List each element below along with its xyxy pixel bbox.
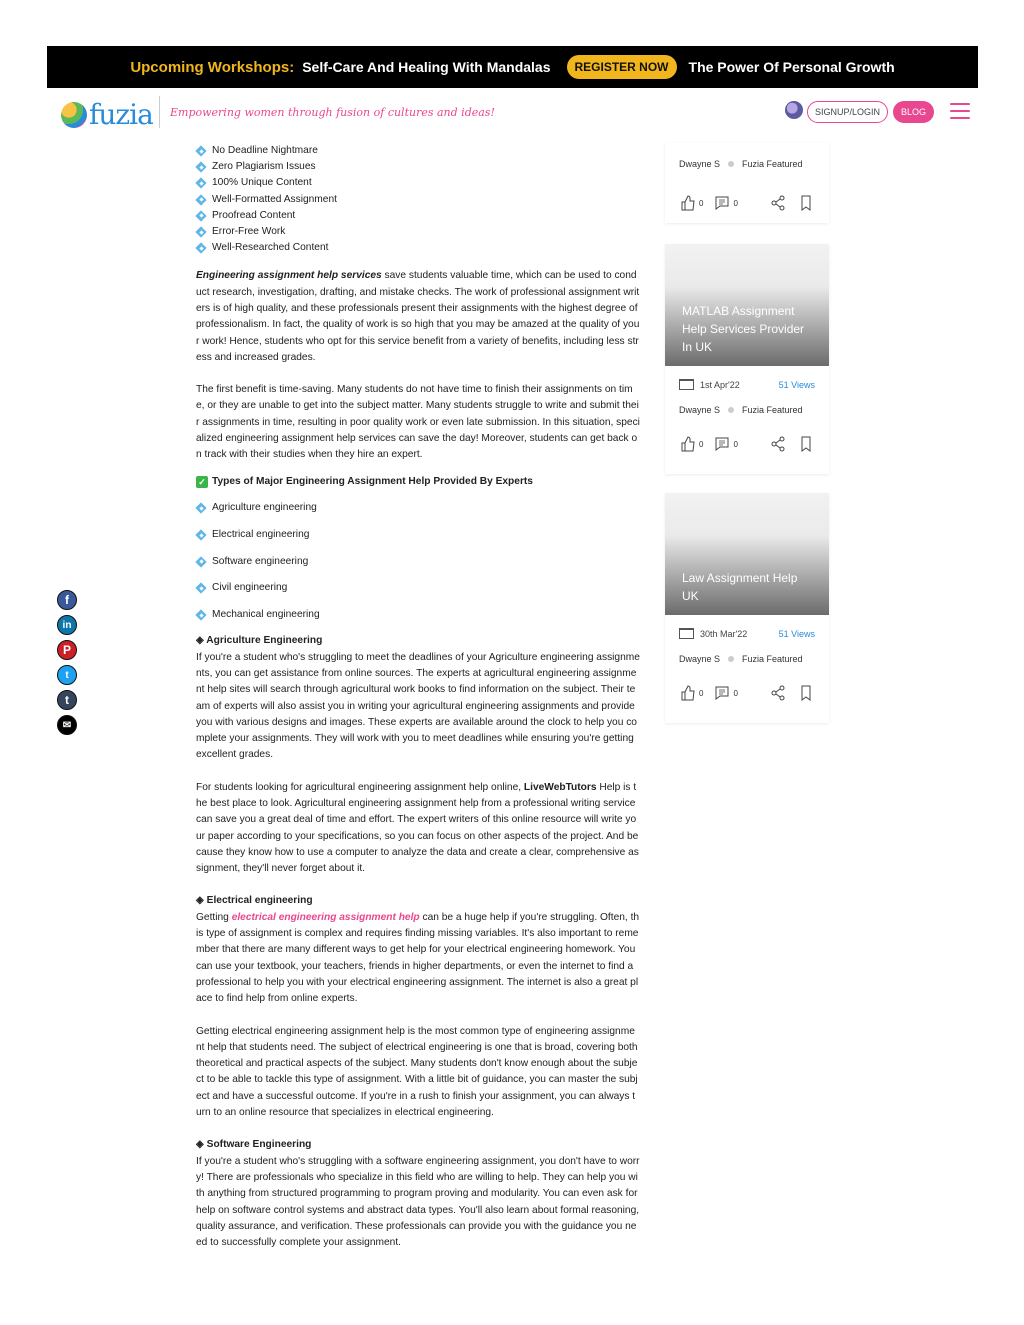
like-icon[interactable]	[679, 435, 697, 453]
diamond-icon	[196, 162, 206, 172]
paragraph: Engineering assignment help services save students valuable time, which can be used to conduct research, investigation, drafting, and mistake checks. The work of professional assignment writers is of high quality, and these professionals present their assignments with the highest degree of professionalism. In fact, the quality of work is so high that you may be amazed at the quality of your work! Hence, students who opt for this service benefit from a variety of benefits, including less stress and increased grades.	[196, 270, 640, 363]
diamond-icon	[196, 243, 206, 253]
card-views: 51 Views	[778, 628, 815, 639]
comment-count: 0	[733, 688, 738, 698]
like-count: 0	[699, 198, 704, 208]
diamond-icon	[196, 195, 206, 205]
bookmark-icon[interactable]	[797, 684, 815, 702]
twitter-icon[interactable]: t	[57, 665, 77, 685]
paragraph: If you're a student who's struggling with a software engineering assignment, you don't have to worry! There are professionals who specialize in this field who are willing to help. They can help you with anything from structured programming to program proving and modularity. You can even ask for help on software control systems and abstract data types. You'll also learn about formal reasoning, quality assurance, and verification. These professionals can provide you with the guidance you need to successfully complete your assignment.	[196, 1155, 640, 1249]
section-heading: ◈ Electrical engineering	[196, 895, 313, 907]
diamond-icon	[196, 557, 206, 567]
comment-icon[interactable]	[713, 435, 731, 453]
paragraph: Getting electrical engineering assignment help can be a huge help if you're struggling. Often, this type of assignment is complex and requires finding missing variables. It's also important to remember that there are many different ways to get help for your electrical engineering homework. You can use your textbook, your teachers, friends in higher departments, or even the internet to find a professional to help you with your electrical engineering assignment. The internet is also a great place to find help from online experts.	[196, 911, 640, 1005]
paragraph: Getting electrical engineering assignment help is the most common type of engineering assignment help that students need. The subject of electrical engineering is one that is broad, covering both theoretical and practical aspects of the subject. Many students don't know enough about the subject to be able to tackle this type of assignment. With a little bit of guidance, you can master the subject and have a successful outcome. If you're in a rush to finish your assignment, you can always turn to an online resource that specializes in electrical engineering.	[196, 1025, 638, 1119]
tagline: Empowering women through fusion of cultures and ideas!	[170, 106, 495, 119]
share-icon[interactable]	[769, 684, 787, 702]
share-icon[interactable]	[769, 194, 787, 212]
blog-button[interactable]: BLOG	[893, 101, 934, 123]
card-meta	[665, 628, 829, 639]
tumblr-icon[interactable]: t	[57, 690, 77, 710]
card-category[interactable]: Fuzia Featured	[742, 654, 803, 664]
list-item: Well-Researched Content	[196, 240, 640, 256]
paragraph: For students looking for agricultural engineering assignment help online, LiveWebTutors Help is the best place to look. Agricultural engineering assignment help from a professional writing service can save you a great deal of time and effort. The expert writers of this online resource will write your paper according to your specifications, so you can focus on other aspects of the project. And because they know how to use a computer to analyze the data and create a clear, comprehensive assignment, they'll never forget about it.	[196, 781, 639, 875]
bookmark-icon[interactable]	[797, 194, 815, 212]
banner-workshop-1[interactable]: Self-Care And Healing With Mandalas	[302, 59, 551, 75]
sidebar-card[interactable]	[665, 493, 829, 723]
card-actions	[665, 684, 829, 702]
card-title[interactable]: Law Assignment Help UK	[682, 571, 798, 603]
card-author[interactable]: Dwayne S	[679, 654, 721, 664]
list-item: Mechanical engineering	[196, 607, 640, 623]
section-heading: ◈ Software Engineering	[196, 1139, 312, 1151]
calendar-icon	[679, 379, 694, 390]
list-item: Well-Formatted Assignment	[196, 192, 640, 208]
card-meta	[665, 379, 829, 390]
list-item: Electrical engineering	[196, 527, 640, 543]
separator-dot	[728, 656, 734, 662]
like-count: 0	[699, 439, 704, 449]
list-item: Civil engineering	[196, 580, 640, 596]
email-icon[interactable]: ✉	[57, 715, 77, 735]
comment-icon[interactable]	[713, 194, 731, 212]
card-category[interactable]: Fuzia Featured	[742, 159, 803, 169]
diamond-icon	[196, 583, 206, 593]
fuzia-logo[interactable]	[61, 98, 153, 131]
diamond-icon	[196, 178, 206, 188]
list-item: No Deadline Nightmare	[196, 143, 640, 159]
comment-icon[interactable]	[713, 684, 731, 702]
register-now-button[interactable]: REGISTER NOW	[567, 55, 677, 79]
diamond-icon	[196, 610, 206, 620]
diamond-icon	[196, 211, 206, 221]
facebook-icon[interactable]: f	[57, 590, 77, 610]
article-body	[196, 143, 640, 1251]
bold-lead: Engineering assignment help services	[196, 270, 382, 282]
site-header	[47, 88, 978, 140]
list-item: Agriculture engineering	[196, 500, 640, 516]
card-actions	[665, 435, 829, 453]
separator-dot	[728, 161, 734, 167]
list-item: Zero Plagiarism Issues	[196, 159, 640, 175]
card-date: 30th Mar'22	[700, 628, 748, 639]
card-image[interactable]	[665, 493, 829, 615]
comment-count: 0	[733, 198, 738, 208]
signup-login-button[interactable]: SIGNUP/LOGIN	[807, 101, 888, 123]
card-author[interactable]: Dwayne S	[679, 405, 721, 415]
social-share-bar	[57, 590, 79, 740]
card-author[interactable]: Dwayne S	[679, 159, 721, 169]
card-date: 1st Apr'22	[700, 379, 740, 390]
card-author-row	[665, 405, 829, 415]
list-item: Error-Free Work	[196, 224, 640, 240]
user-avatar-icon[interactable]	[785, 101, 803, 119]
diamond-icon	[196, 146, 206, 156]
paragraph: The first benefit is time-saving. Many students do not have time to finish their assignments on time, or they are unable to get into the subject matter. Many students struggle to write and submit their assignments in time, resulting in poor quality work or even late submission. In this situation, specialized engineering assignment help services can save the day! Moreover, students can get back on track with their studies when they hire an expert.	[196, 384, 640, 461]
card-image[interactable]	[665, 244, 829, 366]
like-icon[interactable]	[679, 194, 697, 212]
section-heading: ◈ Agriculture Engineering	[196, 635, 323, 647]
card-views: 51 Views	[778, 379, 815, 390]
banner-label: Upcoming Workshops:	[130, 58, 295, 76]
pinterest-icon[interactable]: P	[57, 640, 77, 660]
brand-link[interactable]: LiveWebTutors	[523, 781, 597, 793]
benefits-list	[196, 143, 640, 256]
types-heading: ✓ Types of Major Engineering Assignment Help Provided By Experts	[196, 474, 640, 490]
linkedin-icon[interactable]: in	[57, 615, 77, 635]
list-item: 100% Unique Content	[196, 175, 640, 191]
comment-count: 0	[733, 439, 738, 449]
sidebar-card[interactable]	[665, 143, 829, 223]
card-title[interactable]: MATLAB Assignment Help Services Provider In UK	[682, 304, 805, 354]
card-author-row	[665, 654, 829, 664]
paragraph: If you're a student who's struggling to meet the deadlines of your Agriculture engineering assignments, you can get assistance from online sources. The experts at agricultural engineering assignment help sites will search through agricultural work books to find information on the subject. Their team of experts will also assist you in writing your agricultural engineering assignments and provide you with various designs and images. These experts are available around the clock to help you complete your assignments. They will work with you to meet deadlines while ensuring you're getting excellent grades.	[196, 651, 640, 761]
banner-workshop-2[interactable]: The Power Of Personal Growth	[688, 59, 895, 75]
card-category[interactable]: Fuzia Featured	[742, 405, 803, 415]
bookmark-icon[interactable]	[797, 435, 815, 453]
sidebar-card[interactable]	[665, 244, 829, 474]
separator-dot	[728, 407, 734, 413]
card-author-row	[665, 159, 817, 169]
check-icon: ✓	[196, 476, 208, 488]
like-icon[interactable]	[679, 684, 697, 702]
logo-divider	[159, 96, 160, 128]
workshop-banner[interactable]	[47, 46, 978, 88]
list-item: Software engineering	[196, 554, 640, 570]
types-list	[196, 500, 640, 623]
electrical-help-link[interactable]: electrical engineering assignment help	[231, 911, 420, 923]
logo-text: fuzia	[89, 98, 153, 131]
logo-icon	[61, 102, 87, 128]
diamond-icon	[196, 503, 206, 513]
menu-icon[interactable]	[950, 103, 970, 119]
diamond-icon	[196, 227, 206, 237]
like-count: 0	[699, 688, 704, 698]
card-actions	[665, 194, 829, 212]
diamond-icon	[196, 530, 206, 540]
calendar-icon	[679, 628, 694, 639]
list-item: Proofread Content	[196, 208, 640, 224]
share-icon[interactable]	[769, 435, 787, 453]
